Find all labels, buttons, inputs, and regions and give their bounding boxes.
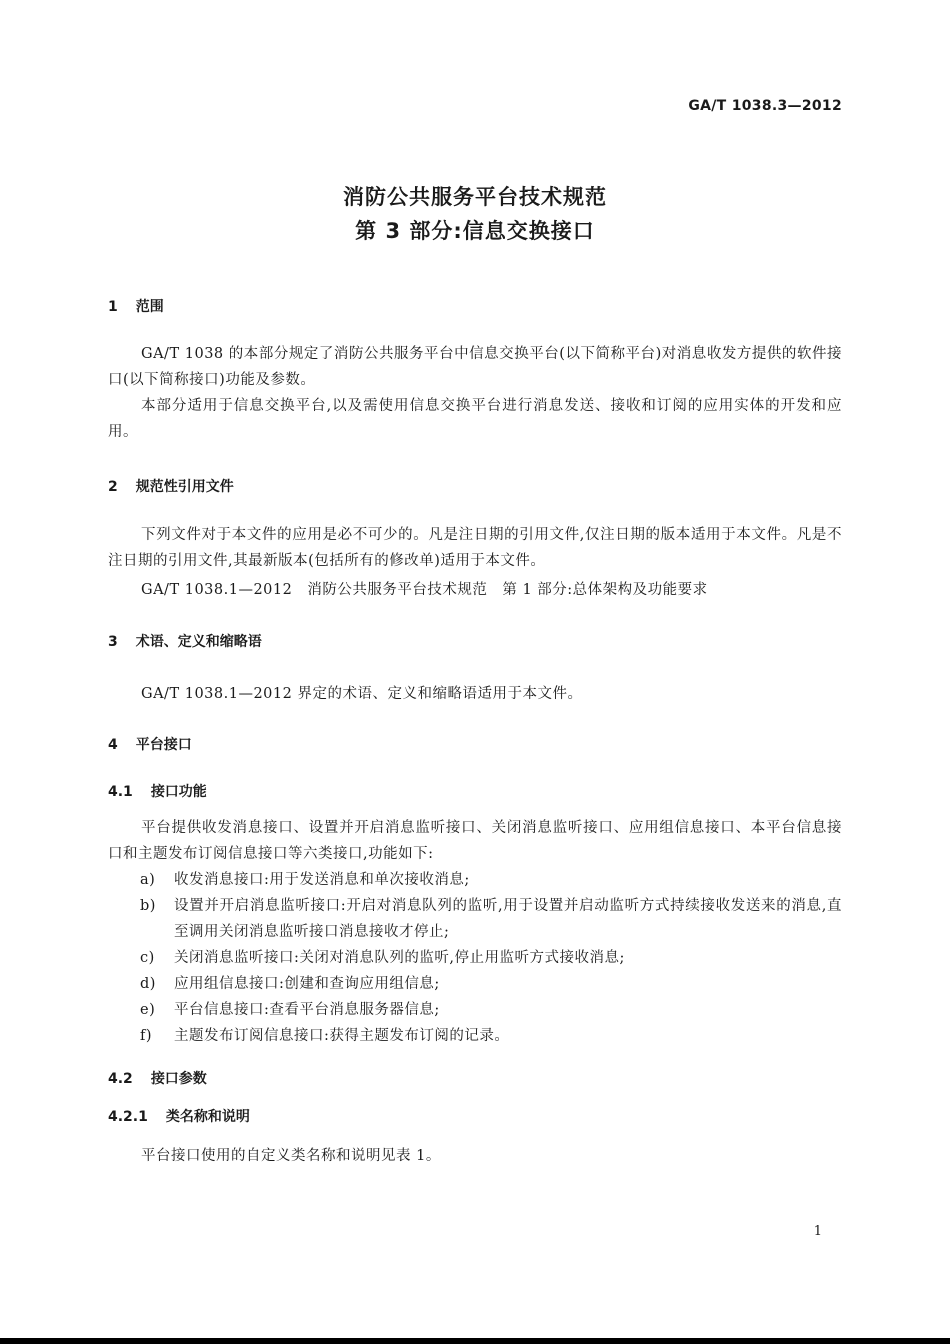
reference-entry: GA/T 1038.1—2012 消防公共服务平台技术规范 第 1 部分:总体架构及功能要求 [141, 582, 708, 598]
list-text: 关闭消息监听接口:关闭对消息队列的监听,停止用监听方式接收消息; [174, 950, 625, 966]
section-title: 接口功能 [150, 784, 207, 800]
list-marker: f) [140, 1028, 153, 1044]
section-number: 3 [108, 634, 118, 650]
section-heading-4-1 [108, 781, 207, 801]
section-heading-2 [108, 476, 234, 496]
paragraph-terms: GA/T 1038.1—2012 界定的术语、定义和缩略语适用于本文件。 [141, 686, 583, 702]
section-title: 术语、定义和缩略语 [135, 634, 262, 650]
list-text: 设置并开启消息监听接口:开启对消息队列的监听,用于设置并启动监听方式持续接收发送来的消息,直至调用关闭消息监听接口消息接收才停止; [174, 898, 842, 940]
section-number: 1 [108, 299, 118, 315]
document-title-line1: 消防公共服务平台技术规范 [343, 185, 607, 209]
list-marker: d) [140, 976, 156, 992]
paragraph-scope-1: GA/T 1038 的本部分规定了消防公共服务平台中信息交换平台(以下简称平台)对消息收发方提供的软件接口(以下简称接口)功能及参数。 [108, 346, 842, 388]
bottom-edge-bar [0, 1338, 950, 1344]
section-heading-1 [108, 296, 164, 316]
list-marker: c) [140, 950, 155, 966]
list-item [140, 867, 842, 893]
section-heading-3 [108, 631, 262, 651]
section-number: 4.2.1 [108, 1109, 148, 1125]
list-item [140, 893, 842, 945]
section-number: 2 [108, 479, 118, 495]
list-text: 平台信息接口:查看平台消息服务器信息; [174, 1002, 440, 1018]
list-marker: a) [140, 872, 156, 888]
document-title-line2: 第 3 部分:信息交换接口 [355, 219, 595, 243]
standard-number: GA/T 1038.3—2012 [688, 98, 842, 114]
section-heading-4 [108, 734, 192, 754]
section-heading-4-2-1 [108, 1106, 250, 1126]
paragraph-class-names: 平台接口使用的自定义类名称和说明见表 1。 [141, 1148, 441, 1164]
paragraph-normative-refs: 下列文件对于本文件的应用是必不可少的。凡是注日期的引用文件,仅注日期的版本适用于本文件。凡是不注日期的引用文件,其最新版本(包括所有的修改单)适用于本文件。 [108, 527, 842, 569]
list-item [140, 1023, 842, 1049]
paragraph-scope-2: 本部分适用于信息交换平台,以及需使用信息交换平台进行消息发送、接收和订阅的应用实体的开发和应用。 [108, 398, 842, 440]
list-item [140, 997, 842, 1023]
section-title: 平台接口 [135, 737, 192, 753]
list-marker: b) [140, 898, 156, 914]
section-number: 4.1 [108, 784, 133, 800]
section-heading-4-2 [108, 1068, 207, 1088]
section-title: 规范性引用文件 [135, 479, 234, 495]
section-title: 范围 [135, 299, 164, 315]
list-text: 应用组信息接口:创建和查询应用组信息; [174, 976, 440, 992]
section-title: 接口参数 [150, 1071, 207, 1087]
list-marker: e) [140, 1002, 156, 1018]
page-number: 1 [813, 1224, 822, 1239]
section-title: 类名称和说明 [165, 1109, 250, 1125]
paragraph-interface-functions: 平台提供收发消息接口、设置并开启消息监听接口、关闭消息监听接口、应用组信息接口、本平台信息接口和主题发布订阅信息接口等六类接口,功能如下: [108, 820, 842, 862]
section-number: 4 [108, 737, 118, 753]
list-item [140, 971, 842, 997]
list-item [140, 945, 842, 971]
section-number: 4.2 [108, 1071, 133, 1087]
list-text: 收发消息接口:用于发送消息和单次接收消息; [174, 872, 470, 888]
list-text: 主题发布订阅信息接口:获得主题发布订阅的记录。 [174, 1028, 510, 1044]
